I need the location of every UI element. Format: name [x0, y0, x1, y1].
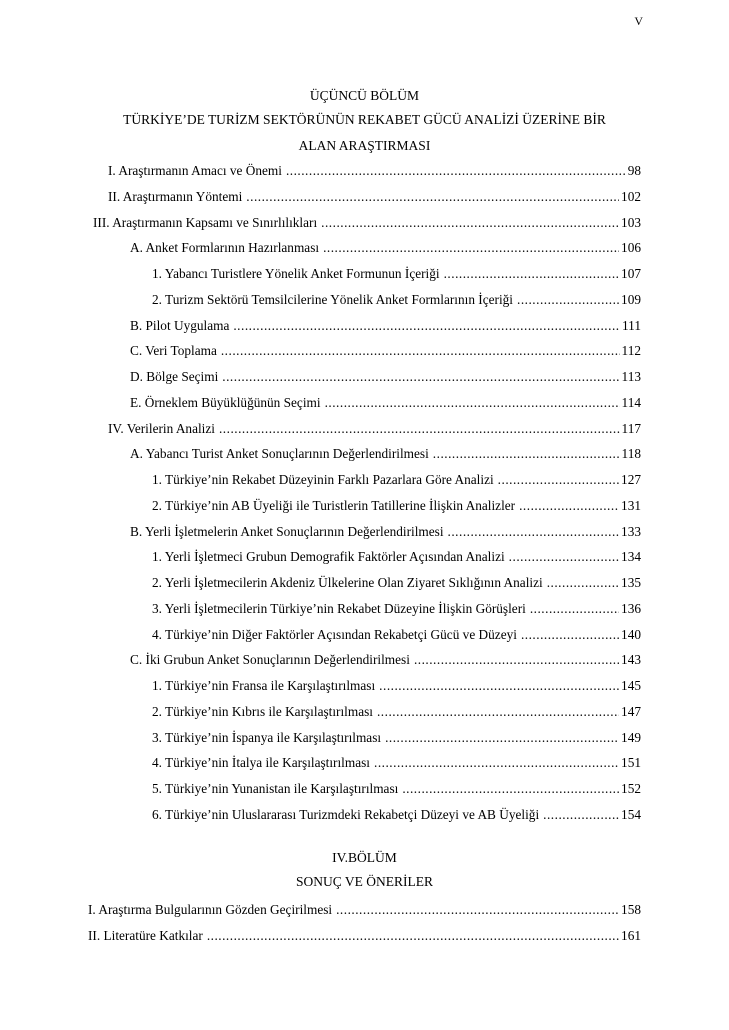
toc-entry[interactable] — [152, 704, 641, 720]
toc-entry-label: E. Örneklem Büyüklüğünün Seçimi — [130, 395, 321, 410]
toc-entry-page: 113 — [621, 369, 641, 384]
toc-leader-dots — [519, 498, 619, 514]
toc-entry[interactable] — [152, 601, 641, 617]
toc-entry-page: 103 — [621, 215, 641, 230]
toc-leader-dots — [219, 421, 620, 437]
toc-entry-label: 3. Yerli İşletmecilerin Türkiye’nin Rekabet Düzeyine İlişkin Görüşleri — [152, 601, 526, 616]
toc-entry-page: 134 — [621, 549, 641, 564]
toc-leader-dots — [207, 928, 619, 944]
toc-entry-label: I. Araştırmanın Amacı ve Önemi — [108, 163, 282, 178]
toc-leader-dots — [379, 678, 619, 694]
toc-entry[interactable] — [130, 369, 641, 385]
toc-entry-page: 136 — [621, 601, 641, 616]
toc-leader-dots — [402, 781, 619, 797]
toc-entry[interactable] — [152, 730, 641, 746]
toc-entry[interactable] — [152, 292, 641, 308]
toc-entry-label: B. Yerli İşletmelerin Anket Sonuçlarının Değerlendirilmesi — [130, 524, 444, 539]
toc-entry-page: 151 — [621, 755, 641, 770]
toc-leader-dots — [543, 807, 619, 823]
toc-entry[interactable] — [152, 627, 641, 643]
toc-entry[interactable] — [130, 395, 641, 411]
toc-entry-label: 5. Türkiye’nin Yunanistan ile Karşılaştırılması — [152, 781, 399, 796]
toc-leader-dots — [448, 524, 620, 540]
toc-entry-page: 127 — [621, 472, 641, 487]
toc-entry-label: 3. Türkiye’nin İspanya ile Karşılaştırılması — [152, 730, 382, 745]
toc-leader-dots — [374, 755, 619, 771]
toc-entry-page: 149 — [621, 730, 641, 745]
toc-entry[interactable] — [152, 807, 641, 823]
toc-entry[interactable] — [130, 240, 641, 256]
toc-entry[interactable] — [88, 928, 641, 944]
toc-leader-dots — [321, 215, 619, 231]
toc-entry-label: I. Araştırma Bulgularının Gözden Geçirilmesi — [88, 902, 333, 917]
toc-entry[interactable] — [152, 549, 641, 565]
toc-entry-page: 98 — [627, 163, 641, 178]
toc-entry-label: II. Literatüre Katkılar — [88, 928, 203, 943]
toc-entry-label: 4. Türkiye’nin Diğer Faktörler Açısından Rekabetçi Gücü ve Düzeyi — [152, 627, 517, 642]
toc-entry-page: 109 — [621, 292, 641, 307]
toc-entry-page: 143 — [621, 652, 641, 667]
toc-entry[interactable] — [130, 524, 641, 540]
toc-leader-dots — [222, 369, 619, 385]
toc-entry-page: 117 — [621, 421, 641, 436]
toc-entry[interactable] — [108, 189, 641, 205]
toc-entry-page: 107 — [621, 266, 641, 281]
toc-entry-page: 131 — [621, 498, 641, 513]
toc-leader-dots — [509, 549, 619, 565]
toc-entry-page: 118 — [621, 446, 641, 461]
toc-entry[interactable] — [152, 472, 641, 488]
toc-leader-dots — [377, 704, 619, 720]
toc-entry-label: C. İki Grubun Anket Sonuçlarının Değerlendirilmesi — [130, 652, 410, 667]
toc-leader-dots — [547, 575, 619, 591]
toc-leader-dots — [286, 163, 626, 179]
toc-entry-label: 4. Türkiye’nin İtalya ile Karşılaştırılması — [152, 755, 370, 770]
toc-entry-label: 6. Türkiye’nin Uluslararası Turizmdeki Rekabetçi Düzeyi ve AB Üyeliği — [152, 807, 540, 822]
toc-entry[interactable] — [130, 343, 641, 359]
toc-leader-dots — [246, 189, 619, 205]
toc-entry-label: 2. Turizm Sektörü Temsilcilerine Yönelik Anket Formlarının İçeriği — [152, 292, 513, 307]
toc-entry[interactable] — [152, 678, 641, 694]
toc-entry-label: 2. Yerli İşletmecilerin Akdeniz Ülkelerine Olan Ziyaret Sıklığının Analizi — [152, 575, 543, 590]
page-number: V — [634, 14, 643, 28]
toc-entry-label: IV. Verilerin Analizi — [108, 421, 215, 436]
toc-entry[interactable] — [130, 446, 641, 462]
toc-entry-page: 145 — [621, 678, 641, 693]
toc-entry-page: 112 — [621, 343, 641, 358]
toc-leader-dots — [385, 730, 619, 746]
toc-entry-label: 1. Yabancı Turistlere Yönelik Anket Formunun İçeriği — [152, 266, 440, 281]
toc-entry-page: 147 — [621, 704, 641, 719]
toc-leader-dots — [233, 318, 620, 334]
toc-entry-page: 133 — [621, 524, 641, 539]
toc-entry-page: 152 — [621, 781, 641, 796]
toc-entry-label: B. Pilot Uygulama — [130, 318, 230, 333]
chapter-3-subtitle-line-1: TÜRKİYE’DE TURİZM SEKTÖRÜNÜN REKABET GÜCÜ ANALİZİ ÜZERİNE BİR — [123, 112, 606, 127]
toc-entry-label: 2. Türkiye’nin AB Üyeliği ile Turistlerin Tatillerine İlişkin Analizler — [152, 498, 516, 513]
toc-leader-dots — [414, 652, 619, 668]
chapter-3-title: ÜÇÜNCÜ BÖLÜM — [309, 88, 420, 103]
toc-entry-label: 2. Türkiye’nin Kıbrıs ile Karşılaştırılması — [152, 704, 373, 719]
toc-entry-label: 1. Türkiye’nin Fransa ile Karşılaştırılması — [152, 678, 376, 693]
toc-entry[interactable] — [152, 266, 641, 282]
toc-entry[interactable] — [152, 498, 641, 514]
toc-leader-dots — [221, 343, 620, 359]
toc-entry[interactable] — [152, 755, 641, 771]
toc-entry[interactable] — [130, 652, 641, 668]
toc-entry[interactable] — [88, 902, 641, 918]
toc-entry-page: 106 — [621, 240, 641, 255]
toc-entry-page: 158 — [621, 902, 641, 917]
toc-entry-label: III. Araştırmanın Kapsamı ve Sınırlılıkları — [93, 215, 318, 230]
toc-entry-page: 102 — [621, 189, 641, 204]
chapter-3-subtitle-line-2: ALAN ARAŞTIRMASI — [298, 138, 431, 153]
toc-entry-page: 140 — [621, 627, 641, 642]
toc-leader-dots — [498, 472, 619, 488]
toc-entry-page: 135 — [621, 575, 641, 590]
toc-entry-label: 1. Türkiye’nin Rekabet Düzeyinin Farklı Pazarlara Göre Analizi — [152, 472, 494, 487]
toc-entry-label: D. Bölge Seçimi — [130, 369, 219, 384]
toc-entry-page: 111 — [622, 318, 641, 333]
toc-entry-label: A. Yabancı Turist Anket Sonuçlarının Değerlendirilmesi — [130, 446, 429, 461]
chapter-4-subtitle: SONUÇ VE ÖNERİLER — [295, 874, 433, 889]
toc-entry[interactable] — [152, 781, 641, 797]
toc-entry[interactable] — [130, 318, 641, 334]
toc-leader-dots — [323, 240, 619, 256]
toc-leader-dots — [433, 446, 620, 462]
toc-entry[interactable] — [108, 421, 641, 437]
toc-entry-page: 154 — [621, 807, 641, 822]
toc-leader-dots — [325, 395, 620, 411]
toc-entry[interactable] — [93, 215, 641, 231]
toc-entry-label: 1. Yerli İşletmeci Grubun Demografik Faktörler Açısından Analizi — [152, 549, 505, 564]
toc-leader-dots — [517, 292, 619, 308]
chapter-4-title: IV.BÖLÜM — [332, 850, 397, 865]
toc-leader-dots — [521, 627, 619, 643]
toc-entry-label: A. Anket Formlarının Hazırlanması — [130, 240, 320, 255]
toc-leader-dots — [444, 266, 619, 282]
toc-entry-page: 114 — [621, 395, 641, 410]
toc-entry[interactable] — [152, 575, 641, 591]
toc-entry-page: 161 — [621, 928, 641, 943]
toc-entry-label: C. Veri Toplama — [130, 343, 217, 358]
toc-leader-dots — [530, 601, 619, 617]
toc-leader-dots — [336, 902, 619, 918]
toc-entry-label: II. Araştırmanın Yöntemi — [108, 189, 243, 204]
toc-entry[interactable] — [108, 163, 641, 179]
